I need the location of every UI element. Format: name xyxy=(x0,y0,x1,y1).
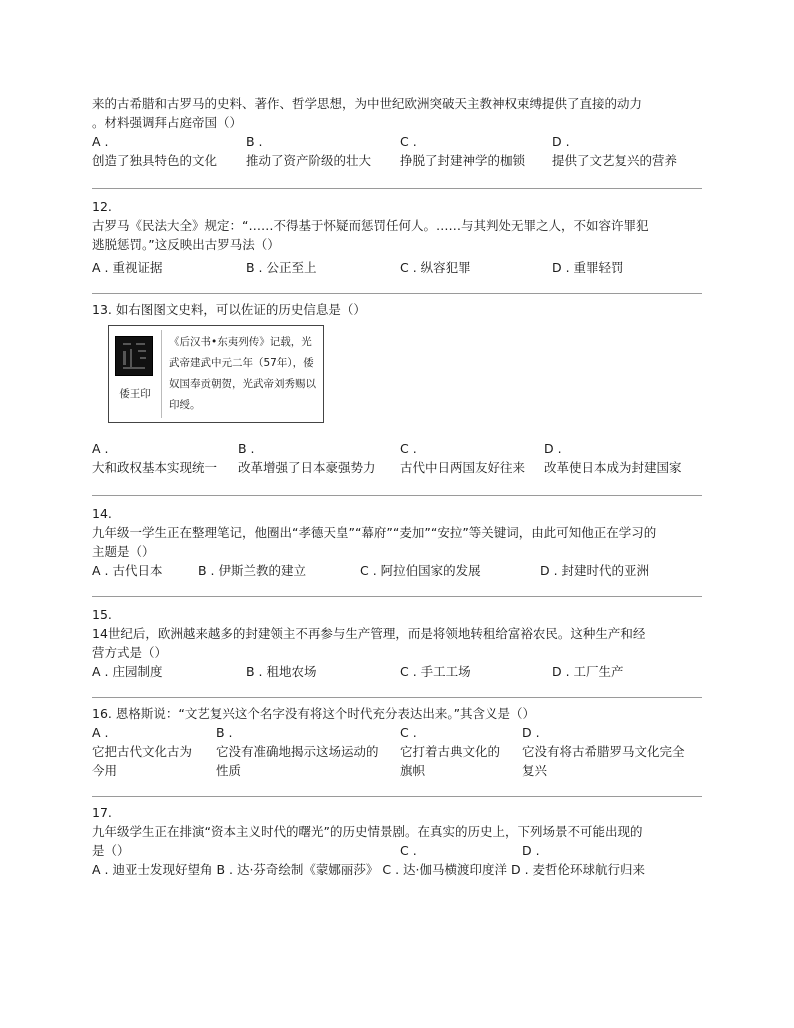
question-14-stem-line1: 九年级一学生正在整理笔记，他圈出“孝德天皇”“幕府”“麦加”“安拉”等关键词，由此可知他正在学习的 xyxy=(92,525,657,540)
question-17-options[interactable]: A . 迪亚士发现好望角 B . 达·芬奇绘制《蒙娜丽莎》 C . 达·伽马横渡印度洋 D . 麦哲伦环球航行归来 xyxy=(92,862,646,877)
q14-option-d[interactable]: D . 封建时代的亚洲 xyxy=(540,563,650,578)
q16-option-b-text-cont[interactable]: 性质 xyxy=(216,763,242,778)
q16-option-c-text-cont[interactable]: 旗帜 xyxy=(400,763,426,778)
question-11-stem-line2: 。材料强调拜占庭帝国（） xyxy=(92,115,243,130)
question-12-options xyxy=(92,258,702,277)
q11-option-d-letter[interactable]: D . xyxy=(552,134,570,149)
historical-record-text: 《后汉书•东夷列传》记载，光武帝建武中元二年（57年），倭奴国奉贡朝贺，光武帝刘秀赐以印绶。 xyxy=(169,336,316,411)
question-11 xyxy=(92,90,702,170)
q16-option-d-text[interactable]: 它没有将古希腊罗马文化完全 xyxy=(522,744,685,759)
question-15 xyxy=(92,597,702,681)
q16-option-c-letter[interactable]: C . xyxy=(400,725,417,740)
q11-option-b-letter[interactable]: B . xyxy=(246,134,263,149)
q15-option-a[interactable]: A . 庄园制度 xyxy=(92,664,163,679)
question-14 xyxy=(92,496,702,580)
q12-option-b[interactable]: B . 公正至上 xyxy=(246,260,317,275)
question-12-number: 12. xyxy=(92,199,112,214)
question-16 xyxy=(92,698,702,780)
exam-page xyxy=(92,90,702,879)
question-13 xyxy=(92,294,702,477)
q12-option-d[interactable]: D . 重罪轻罚 xyxy=(552,260,624,275)
q11-option-c-letter[interactable]: C . xyxy=(400,134,417,149)
q16-option-a-letter[interactable]: A . xyxy=(92,725,109,740)
q17-option-c-letter[interactable]: C . xyxy=(400,843,417,858)
q15-option-c[interactable]: C . 手工工场 xyxy=(400,664,471,679)
question-17-stem-line1: 九年级学生正在排演“资本主义时代的曙光”的历史情景剧。在真实的历史上，下列场景不可能出现的 xyxy=(92,824,643,839)
q13-option-d-letter[interactable]: D . xyxy=(544,441,562,456)
q11-option-b-text[interactable]: 推动了资产阶级的壮大 xyxy=(246,153,372,168)
question-17-stem-line2-row xyxy=(92,841,702,860)
q14-option-c[interactable]: C . 阿拉伯国家的发展 xyxy=(360,563,481,578)
q12-option-c[interactable]: C . 纵容犯罪 xyxy=(400,260,471,275)
question-14-number: 14. xyxy=(92,506,112,521)
question-16-stem: 16. 恩格斯说：“文艺复兴这个名字没有将这个时代充分表达出来。”其含义是（） xyxy=(92,706,536,721)
q15-option-d[interactable]: D . 工厂生产 xyxy=(552,664,624,679)
question-11-options xyxy=(92,132,702,170)
question-14-options xyxy=(92,561,702,580)
question-15-stem-line2: 营方式是（） xyxy=(92,645,168,660)
q13-option-a-letter[interactable]: A . xyxy=(92,441,109,456)
question-13-options xyxy=(92,439,702,477)
question-14-stem-line2: 主题是（） xyxy=(92,544,155,559)
question-12-stem-line1: 古罗马《民法大全》规定：“……不得基于怀疑而惩罚任何人。……与其判处无罪之人，不如容许罪犯 xyxy=(92,218,649,233)
question-17 xyxy=(92,797,702,879)
q16-option-a-text-cont[interactable]: 今用 xyxy=(92,763,118,778)
q14-option-b[interactable]: B . 伊斯兰教的建立 xyxy=(198,563,306,578)
question-12 xyxy=(92,189,702,277)
question-17-number: 17. xyxy=(92,805,112,820)
q16-option-d-letter[interactable]: D . xyxy=(522,725,540,740)
q16-option-c-text[interactable]: 它打着古典文化的 xyxy=(400,744,501,759)
q13-option-b-letter[interactable]: B . xyxy=(238,441,255,456)
question-15-number: 15. xyxy=(92,607,112,622)
q16-option-a-text[interactable]: 它把古代文化古为 xyxy=(92,744,193,759)
historical-document-figure xyxy=(108,325,324,423)
q13-option-b-text[interactable]: 改革增强了日本豪强势力 xyxy=(238,460,376,475)
seal-caption: 倭王印 xyxy=(119,388,151,400)
question-15-options xyxy=(92,662,702,681)
q13-option-a-text[interactable]: 大和政权基本实现统一 xyxy=(92,460,218,475)
q16-option-d-text-cont[interactable]: 复兴 xyxy=(522,763,548,778)
q13-option-c-text[interactable]: 古代中日两国友好往来 xyxy=(400,460,526,475)
question-16-options xyxy=(92,723,702,780)
question-11-stem-line1: 来的古希腊和古罗马的史料、著作、哲学思想，为中世纪欧洲突破天主教神权束缚提供了直接的动力 xyxy=(92,96,643,111)
q13-option-c-letter[interactable]: C . xyxy=(400,441,417,456)
question-12-stem-line2: 逃脱惩罚。”这反映出古罗马法（） xyxy=(92,237,280,252)
q11-option-c-text[interactable]: 挣脱了封建神学的枷锁 xyxy=(400,153,526,168)
question-15-stem-line1: 14世纪后，欧洲越来越多的封建领主不再参与生产管理，而是将领地转租给富裕农民。这种生产和经 xyxy=(92,626,646,641)
q12-option-a[interactable]: A . 重视证据 xyxy=(92,260,163,275)
q16-option-b-letter[interactable]: B . xyxy=(216,725,233,740)
q11-option-a-letter[interactable]: A . xyxy=(92,134,109,149)
question-13-stem: 13. 如右图图文史料，可以佐证的历史信息是（） xyxy=(92,302,366,317)
q14-option-a[interactable]: A . 古代日本 xyxy=(92,563,163,578)
q13-option-d-text[interactable]: 改革使日本成为封建国家 xyxy=(544,460,682,475)
q15-option-b[interactable]: B . 租地农场 xyxy=(246,664,317,679)
q17-option-d-letter[interactable]: D . xyxy=(522,843,540,858)
seal-image-icon xyxy=(115,336,153,376)
question-17-stem-line2: 是（） xyxy=(92,843,130,858)
q11-option-a-text[interactable]: 创造了独具特色的文化 xyxy=(92,153,218,168)
q16-option-b-text[interactable]: 它没有准确地揭示这场运动的 xyxy=(216,744,379,759)
q11-option-d-text[interactable]: 提供了文艺复兴的营养 xyxy=(552,153,678,168)
